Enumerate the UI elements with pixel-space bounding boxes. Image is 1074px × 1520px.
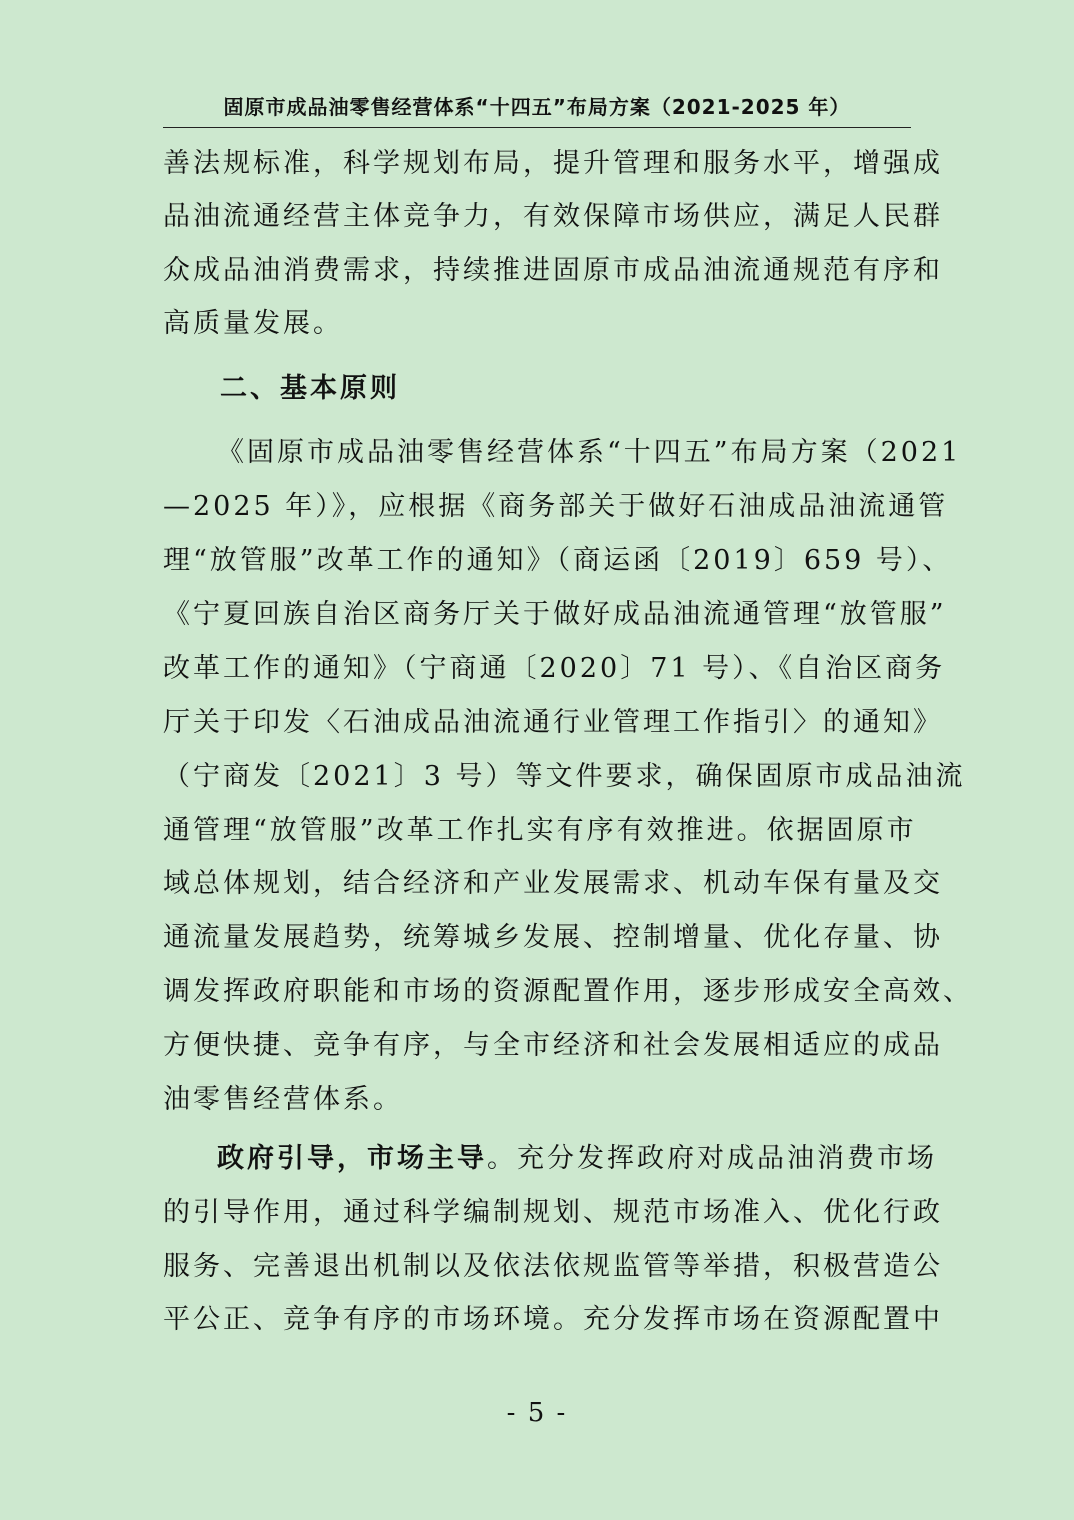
principle-line-8: 通管理“放管服”改革工作扎实有序有效推进。依据固原市 (163, 815, 917, 846)
intro-line-1: 善法规标准，科学规划布局，提升管理和服务水平，增强成 (163, 148, 943, 179)
guidance-line-1-rest: 。充分发挥政府对成品油消费市场 (487, 1143, 937, 1174)
principle-line-9: 域总体规划，结合经济和产业发展需求、机动车保有量及交 (163, 868, 943, 899)
intro-line-3: 众成品油消费需求，持续推进固原市成品油流通规范有序和 (163, 255, 943, 286)
section-heading: 二、基本原则 (220, 373, 400, 404)
intro-line-2: 品油流通经营主体竞争力，有效保障市场供应，满足人民群 (163, 201, 943, 232)
page-header-title: 固原市成品油零售经营体系“十四五”布局方案（2021-2025 年） (223, 95, 851, 119)
principle-line-13: 油零售经营体系。 (163, 1084, 403, 1115)
intro-line-4: 高质量发展。 (163, 308, 343, 339)
principle-line-2: —2025 年）》，应根据《商务部关于做好石油成品油流通管 (163, 491, 949, 522)
page-number: - 5 - (506, 1398, 568, 1428)
principle-line-1: 《固原市成品油零售经营体系“十四五”布局方案（2021 (217, 437, 962, 468)
header-rule (163, 127, 911, 128)
guidance-line-3: 服务、完善退出机制以及依法依规监管等举措，积极营造公 (163, 1251, 943, 1282)
guidance-line-2: 的引导作用，通过科学编制规划、规范市场准入、优化行政 (163, 1197, 943, 1228)
principle-line-4: 《宁夏回族自治区商务厅关于做好成品油流通管理“放管服” (163, 599, 947, 630)
principle-line-11: 调发挥政府职能和市场的资源配置作用，逐步形成安全高效、 (163, 976, 973, 1007)
principle-line-3: 理“放管服”改革工作的通知》（商运函〔2019〕659 号）、 (163, 545, 953, 576)
guidance-line-4: 平公正、竞争有序的市场环境。充分发挥市场在资源配置中 (163, 1304, 943, 1335)
principle-line-12: 方便快捷、竞争有序，与全市经济和社会发展相适应的成品 (163, 1030, 943, 1061)
principle-line-10: 通流量发展趋势，统筹城乡发展、控制增量、优化存量、协 (163, 922, 943, 953)
principle-line-7: （宁商发〔2021〕3 号）等文件要求，确保固原市成品油流 (163, 761, 966, 792)
principle-line-6: 厅关于印发〈石油成品油流通行业管理工作指引〉的通知》 (163, 707, 943, 738)
guidance-line-1 (217, 1139, 977, 1179)
principle-line-5: 改革工作的通知》（宁商通〔2020〕71 号）、《自治区商务 (163, 653, 946, 684)
guidance-bold-lead: 政府引导，市场主导 (217, 1143, 487, 1174)
